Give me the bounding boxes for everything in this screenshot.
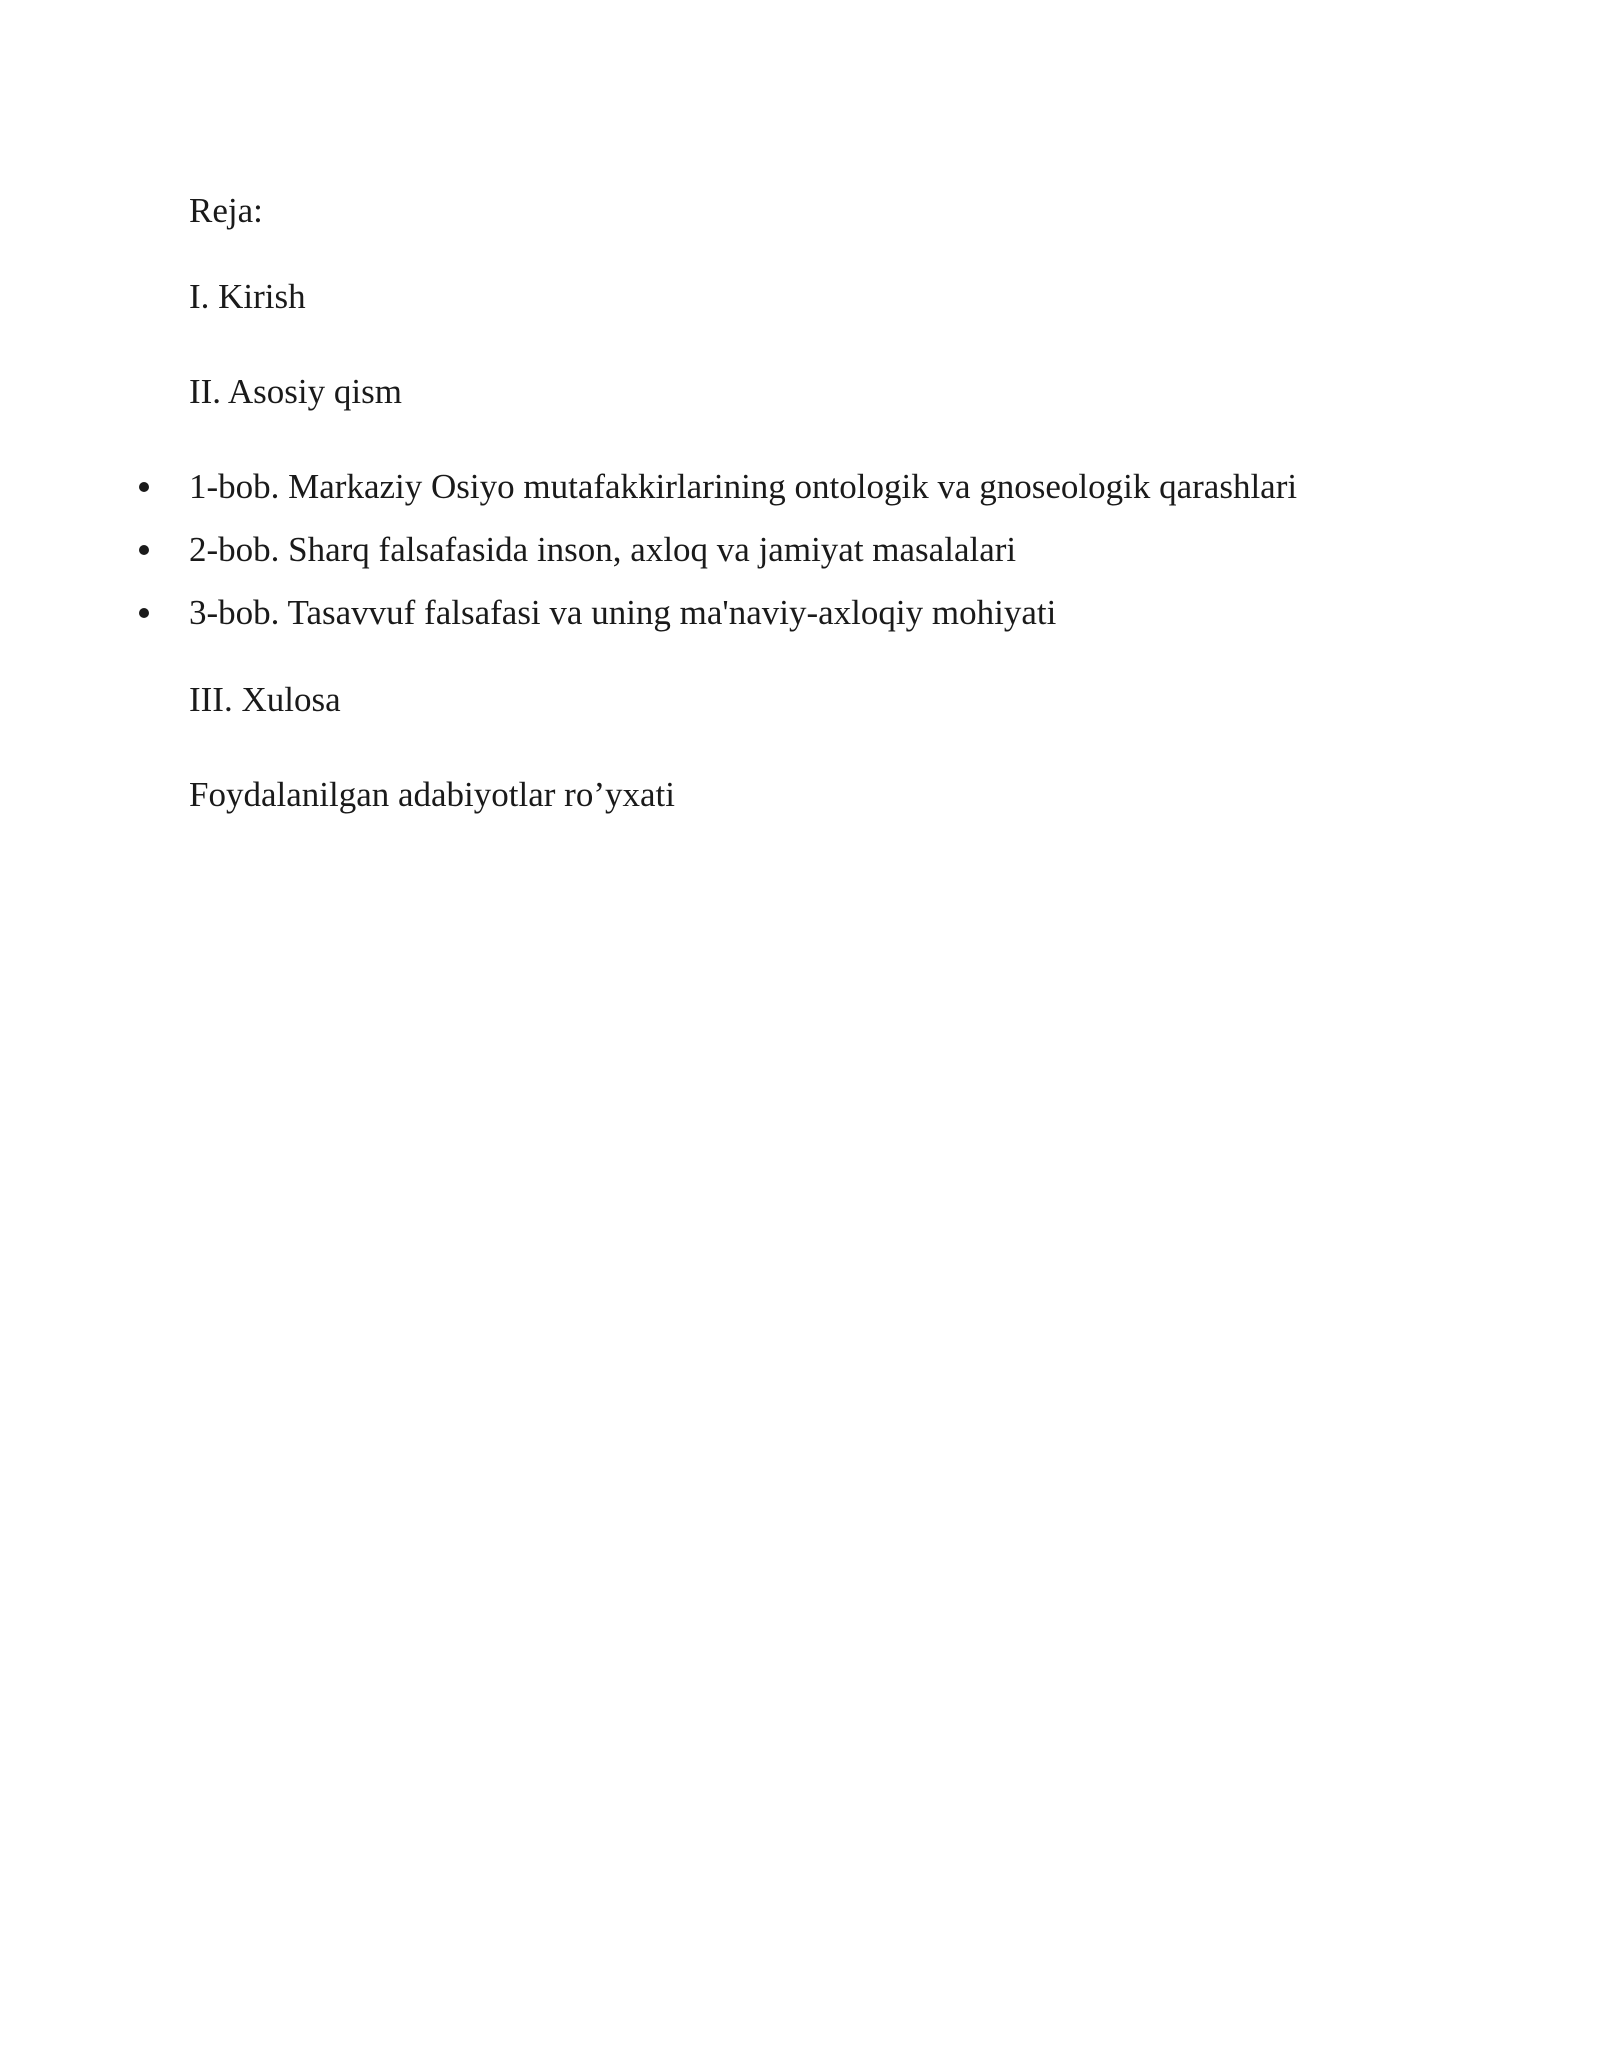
plan-heading: Reja: (189, 191, 263, 230)
bullet-icon (139, 545, 149, 555)
chapter-item: 1-bob. Markaziy Osiyo mutafakkirlarining ontologik va gnoseologik qarashlari (189, 467, 1298, 506)
section-references: Foydalanilgan adabiyotlar ro’yxati (189, 775, 675, 814)
section-conclusion: III. Xulosa (189, 680, 341, 719)
chapter-item: 3-bob. Tasavvuf falsafasi va uning ma'naviy-axloqiy mohiyati (189, 593, 1057, 632)
chapter-item: 2-bob. Sharq falsafasida inson, axloq va jamiyat masalalari (189, 530, 1017, 569)
section-introduction: I. Kirish (189, 277, 306, 316)
section-main-part: II. Asosiy qism (189, 372, 402, 411)
bullet-icon (139, 482, 149, 492)
bullet-icon (139, 608, 149, 618)
